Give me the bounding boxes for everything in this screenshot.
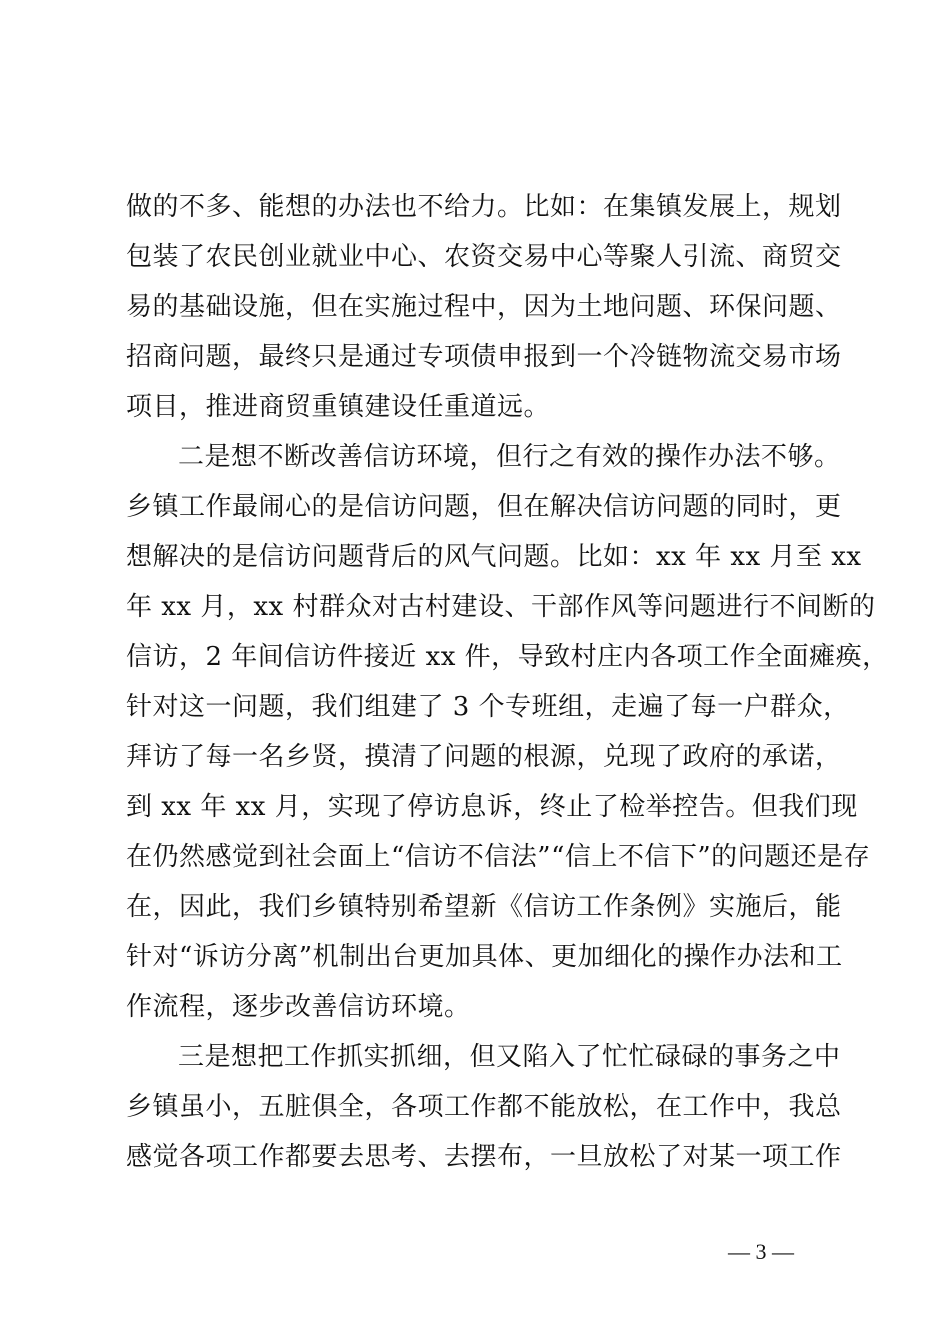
text-line: 包装了农民创业就业中心、农资交易中心等聚人引流、商贸交 [126, 242, 842, 272]
text-line: 年 xx 月，xx 村群众对古村建设、干部作风等问题进行不间断的 [126, 592, 876, 622]
text-line: 想解决的是信访问题背后的风气问题。比如：xx 年 xx 月至 xx [126, 542, 862, 572]
text-line: 做的不多、能想的办法也不给力。比如：在集镇发展上，规划 [126, 192, 842, 222]
text-line: 拜访了每一名乡贤，摸清了问题的根源，兑现了政府的承诺， [126, 742, 842, 772]
body-text [126, 182, 889, 1182]
text-line: 乡镇虽小，五脏俱全，各项工作都不能放松，在工作中，我总 [126, 1092, 842, 1122]
text-line: 针对这一问题，我们组建了 3 个专班组，走遍了每一户群众， [126, 692, 850, 722]
text-line: 项目，推进商贸重镇建设任重道远。 [126, 392, 551, 422]
text-line: 针对“诉访分离”机制出台更加具体、更加细化的操作办法和工 [126, 942, 843, 972]
text-line: 易的基础设施，但在实施过程中，因为土地问题、环保问题、 [126, 292, 842, 322]
text-line: 感觉各项工作都要去思考、去摆布，一旦放松了对某一项工作 [126, 1142, 842, 1172]
paragraph-heading: 二是想不断改善信访环境，但行之有效的操作办法不够。 [178, 442, 841, 472]
paragraph-heading: 三是想把工作抓实抓细，但又陷入了忙忙碌碌的事务之中 [178, 1042, 841, 1072]
text-line: 招商问题，最终只是通过专项债申报到一个冷链物流交易市场 [126, 342, 842, 372]
text-line: 在仍然感觉到社会面上“信访不信法”“信上不信下”的问题还是存 [126, 842, 871, 872]
text-line: 到 xx 年 xx 月，实现了停访息诉，终止了检举控告。但我们现 [126, 792, 858, 822]
text-line: 作流程，逐步改善信访环境。 [126, 992, 471, 1022]
page-number: — 3 — [728, 1239, 794, 1264]
text-line: 乡镇工作最闹心的是信访问题，但在解决信访问题的同时，更 [126, 492, 842, 522]
text-line: 信访，2 年间信访件接近 xx 件，导致村庄内各项工作全面瘫痪， [126, 642, 889, 672]
text-line: 在，因此，我们乡镇特别希望新《信访工作条例》实施后，能 [126, 892, 842, 922]
